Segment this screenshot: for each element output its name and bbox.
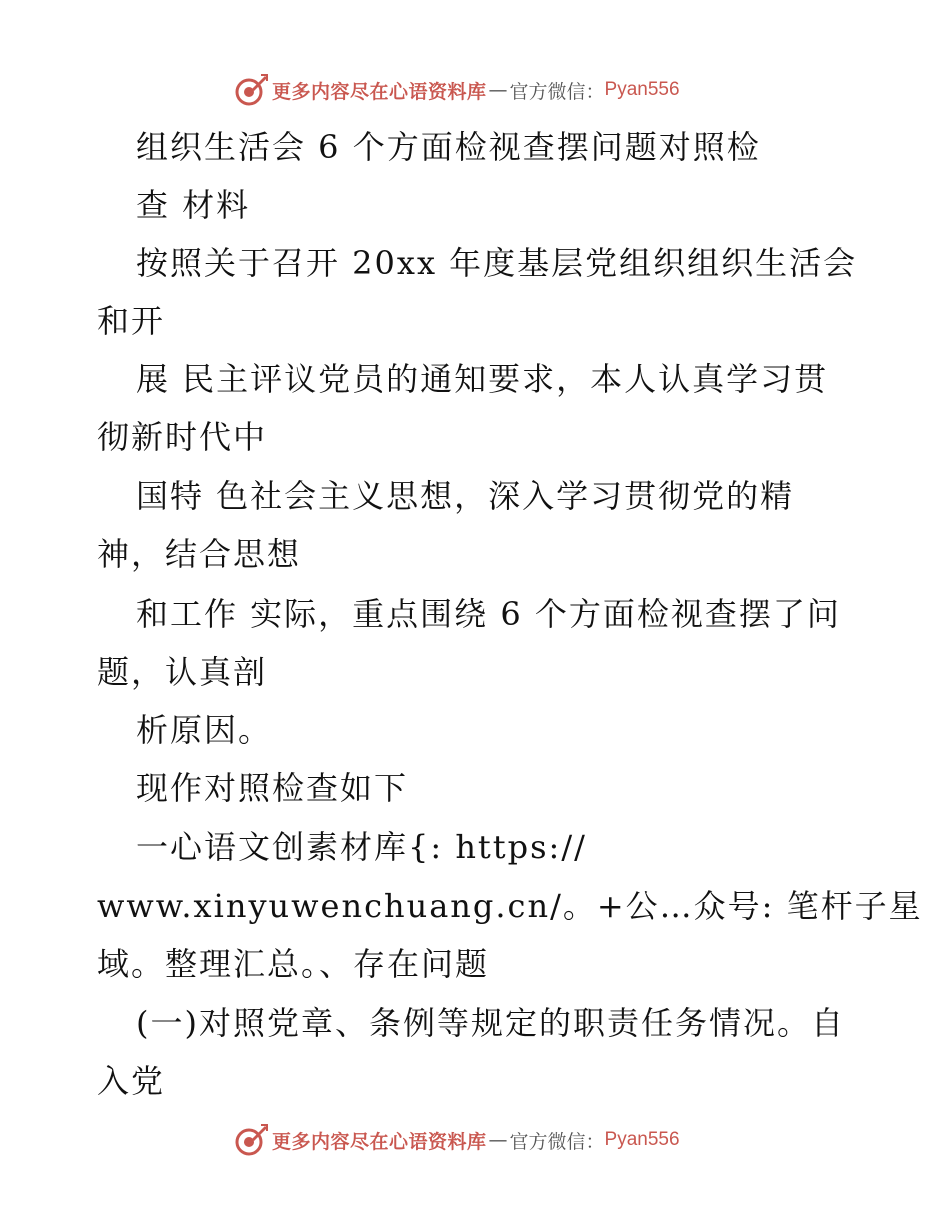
text-line: 和工作 实际，重点围绕 6 个方面检视查摆了问 xyxy=(136,595,841,633)
text-line: 组织生活会 6 个方面检视查摆问题对照检 xyxy=(136,128,761,166)
text-line: 查 材料 xyxy=(136,186,251,224)
watermark-wechat-id: Pyan556 xyxy=(604,1129,680,1150)
text-line: 入党 xyxy=(97,1062,166,1100)
quill-pen-logo-icon xyxy=(234,73,268,107)
text-line: 和开 xyxy=(97,302,166,340)
watermark-sub-text: 官方微信： xyxy=(509,1130,605,1153)
text-line: 析原因。 xyxy=(136,711,273,749)
quill-pen-logo-icon xyxy=(234,1123,268,1157)
text-line: 一心语文创素材库{: https:// xyxy=(136,828,587,866)
text-line: 现作对照检查如下 xyxy=(136,769,409,807)
text-line: 神，结合思想 xyxy=(97,535,302,573)
text-line: 彻新时代中 xyxy=(97,418,268,456)
watermark-footer xyxy=(234,1122,680,1158)
text-line: 域。整理汇总。、存在问题 xyxy=(97,945,490,983)
watermark-main-text: 更多内容尽在心语资料库 xyxy=(272,80,487,103)
watermark-sub-text: 官方微信： xyxy=(509,80,605,103)
watermark-header xyxy=(234,72,680,108)
text-line: 国特 色社会主义思想，深入学习贯彻党的精 xyxy=(136,477,795,515)
watermark-dash: — xyxy=(488,1129,508,1151)
text-line: 展 民主评议党员的通知要求，本人认真学习贯 xyxy=(136,360,829,398)
text-line: 按照关于召开 20xx 年度基层党组织组织生活会 xyxy=(136,244,858,282)
text-line: 题，认真剖 xyxy=(97,653,268,691)
watermark-wechat-id: Pyan556 xyxy=(604,79,680,100)
watermark-dash: — xyxy=(488,79,508,101)
watermark-main-text: 更多内容尽在心语资料库 xyxy=(272,1130,487,1153)
text-line: (一)对照党章、条例等规定的职责任务情况。自 xyxy=(136,1004,845,1042)
text-line: www.xinyuwenchuang.cn/。+公…众号: 笔杆子星 xyxy=(97,887,923,925)
